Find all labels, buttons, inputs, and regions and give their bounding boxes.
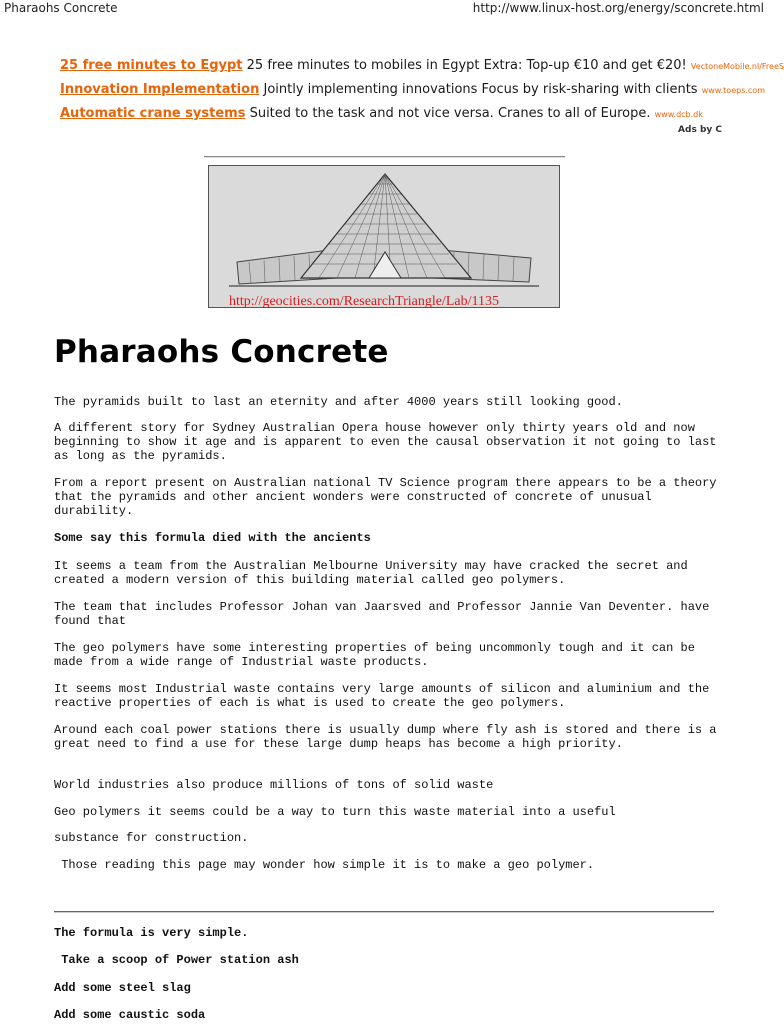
formula-line: Add some steel slag	[54, 981, 191, 995]
ad-link[interactable]: Innovation Implementation	[60, 82, 260, 97]
paragraph: substance for construction.	[54, 831, 249, 845]
formula-line: Take a scoop of Power station ash	[54, 953, 299, 967]
paragraph: World industries also produce millions of tons of solid waste	[54, 778, 494, 792]
paragraph: A different story for Sydney Australian Opera house however only thirty years old and now beginning to show it age and is apparent to even the causal observation it not going to last as long as the pyramids.	[54, 421, 717, 463]
divider	[204, 156, 565, 158]
ad-url[interactable]: VectoneMobile.nl/FreeS	[690, 62, 784, 71]
page-header-title: Pharaohs Concrete	[4, 1, 118, 15]
ad-row	[60, 104, 722, 128]
ad-text: Suited to the task and not vice versa. Cranes to all of Europe.	[249, 106, 651, 121]
ad-url[interactable]: www.toeps.com	[701, 86, 765, 95]
ad-block	[60, 56, 784, 128]
paragraph: The pyramids built to last an eternity and after 4000 years still looking good.	[54, 395, 623, 409]
paragraph: Those reading this page may wonder how simple it is to make a geo polymer.	[54, 858, 595, 872]
ad-url[interactable]: www.dcb.dk	[654, 110, 703, 119]
paragraph: It seems a team from the Australian Melbourne University may have cracked the secret and created a modern version of this building material called geo polymers.	[54, 559, 688, 587]
paragraph: From a report present on Australian national TV Science program there appears to be a theory that the pyramids and other ancient wonders were constructed of concrete of unusual durability.	[54, 476, 717, 518]
page-header-url: http://www.linux-host.org/energy/sconcrete.html	[472, 1, 764, 15]
ad-link[interactable]: 25 free minutes to Egypt	[60, 58, 243, 73]
ad-row	[60, 80, 765, 104]
pyramid-image	[208, 165, 560, 308]
paragraph: The team that includes Professor Johan van Jaarsved and Professor Jannie Van Deventer. have found that	[54, 600, 710, 628]
ads-by-label[interactable]: Ads by С	[678, 125, 722, 135]
paragraph: Around each coal power stations there is usually dump where fly ash is stored and there is a great need to find a use for these large dump heaps has become a high priority.	[54, 723, 717, 751]
ad-link[interactable]: Automatic crane systems	[60, 106, 246, 121]
page-title: Pharaohs Concrete	[54, 334, 389, 370]
ad-row	[60, 56, 784, 80]
divider	[54, 911, 714, 913]
image-caption[interactable]: http://geocities.com/ResearchTriangle/Lab/1135	[229, 294, 499, 309]
formula-line: The formula is very simple.	[54, 926, 249, 940]
pyramid-drawing	[209, 166, 559, 307]
ad-text: 25 free minutes to mobiles in Egypt Extra: Top-up €10 and get €20!	[246, 58, 687, 73]
paragraph: The geo polymers have some interesting properties of being uncommonly tough and it can be made from a wide range of Industrial waste products.	[54, 641, 695, 669]
formula-line: Add some caustic soda	[54, 1008, 206, 1022]
ad-text: Jointly implementing innovations Focus by risk-sharing with clients	[263, 82, 698, 97]
subheading: Some say this formula died with the ancients	[54, 531, 371, 545]
paragraph: It seems most Industrial waste contains very large amounts of silicon and aluminium and the reactive properties of each is what is used to create the geo polymers.	[54, 682, 710, 710]
paragraph: Geo polymers it seems could be a way to turn this waste material into a useful	[54, 805, 616, 819]
